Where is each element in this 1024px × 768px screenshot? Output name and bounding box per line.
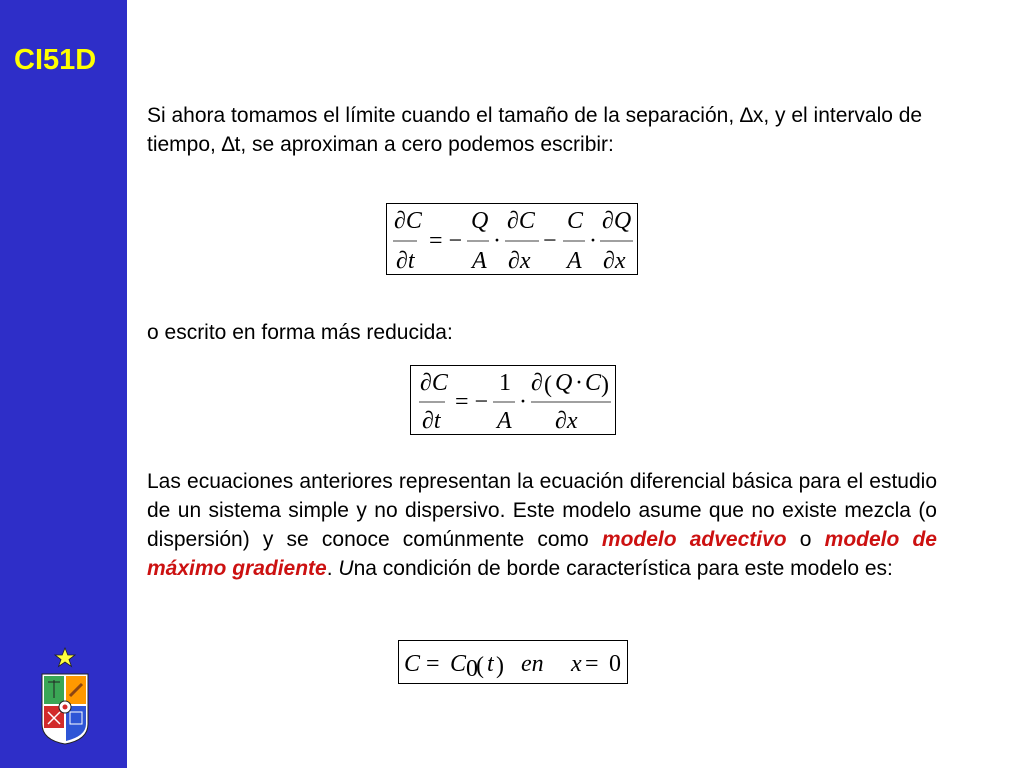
eq3-close-paren: ) xyxy=(496,653,504,679)
equation-advection-full xyxy=(386,203,638,275)
eq1-dot: · xyxy=(493,228,501,254)
eq2-f2-denominator: ∂x xyxy=(555,408,578,434)
eq1-f3-denominator: A xyxy=(567,248,582,274)
course-code: CI51D xyxy=(14,44,97,76)
eq2-partial: ∂ xyxy=(531,370,543,396)
reduced-form-label: o escrito en forma más reducida: xyxy=(147,321,453,344)
eq2-f1-numerator: 1 xyxy=(499,370,511,396)
body-paragraph: Las ecuaciones anteriores representan la ecuación diferencial básica para el estudio de un sistema simple y no dispersivo. Este modelo asume que no existe mezcla (o dispersión) y se conoce comúnmente como modelo advectivo o modelo de máximo gradiente. Una condición de borde característica para este modelo es: xyxy=(147,470,937,580)
eq2-inner-dot: · xyxy=(575,370,583,396)
eq2-lhs-denominator: ∂t xyxy=(422,408,441,434)
delta-t-symbol: ∆t xyxy=(221,133,241,156)
eq3-open-paren: ( xyxy=(476,653,484,679)
eq2-open-paren: ( xyxy=(544,372,552,398)
equation-boundary-condition xyxy=(398,640,628,684)
eq1-f4-numerator: ∂Q xyxy=(602,208,632,234)
eq2-dot: · xyxy=(519,389,527,415)
eq2-lhs-numerator: ∂C xyxy=(420,370,448,396)
eq1-lhs-denominator: ∂t xyxy=(396,248,415,274)
eq3-c0: C xyxy=(450,651,467,677)
eq1-equals-minus: = − xyxy=(429,228,463,254)
eq3-equals: = xyxy=(426,651,440,677)
eq2-f1-denominator: A xyxy=(497,408,512,434)
eq1-f3-numerator: C xyxy=(567,208,584,234)
eq3-x: x xyxy=(571,651,582,677)
eq2-c: C xyxy=(585,370,602,396)
term-max-gradient-model: modelo de máximo gradiente xyxy=(147,528,937,580)
intro-paragraph: Si ahora tomamos el límite cuando el tamaño de la separación, ∆x, y el intervalo de tiempo, ∆t, se aproximan a cero podemos escribir: xyxy=(147,104,923,156)
sidebar xyxy=(0,0,127,768)
eq3-c: C xyxy=(404,651,421,677)
equation-advection-compact xyxy=(410,365,616,435)
delta-x-symbol: ∆x xyxy=(740,104,764,127)
eq1-f2-numerator: ∂C xyxy=(507,208,535,234)
eq3-t: t xyxy=(487,651,494,677)
eq2-q: Q xyxy=(555,370,573,396)
eq2-close-paren: ) xyxy=(601,372,609,398)
eq1-f4-denominator: ∂x xyxy=(603,248,626,274)
university-shield-icon xyxy=(36,646,94,746)
eq3-subscript-zero: 0 xyxy=(466,656,478,682)
eq1-lhs-numerator: ∂C xyxy=(394,208,422,234)
eq3-equals-2: = xyxy=(585,651,599,677)
eq3-en: en xyxy=(521,651,544,677)
eq1-dot-2: · xyxy=(589,228,597,254)
eq3-zero: 0 xyxy=(609,651,621,677)
eq1-f2-denominator: ∂x xyxy=(508,248,531,274)
eq2-equals-minus: = − xyxy=(455,389,489,415)
eq1-f1-numerator: Q xyxy=(471,208,489,234)
eq1-f1-denominator: A xyxy=(472,248,487,274)
eq1-minus: − xyxy=(543,228,557,254)
term-advective-model: modelo advectivo xyxy=(601,528,787,551)
star-icon xyxy=(55,648,75,667)
